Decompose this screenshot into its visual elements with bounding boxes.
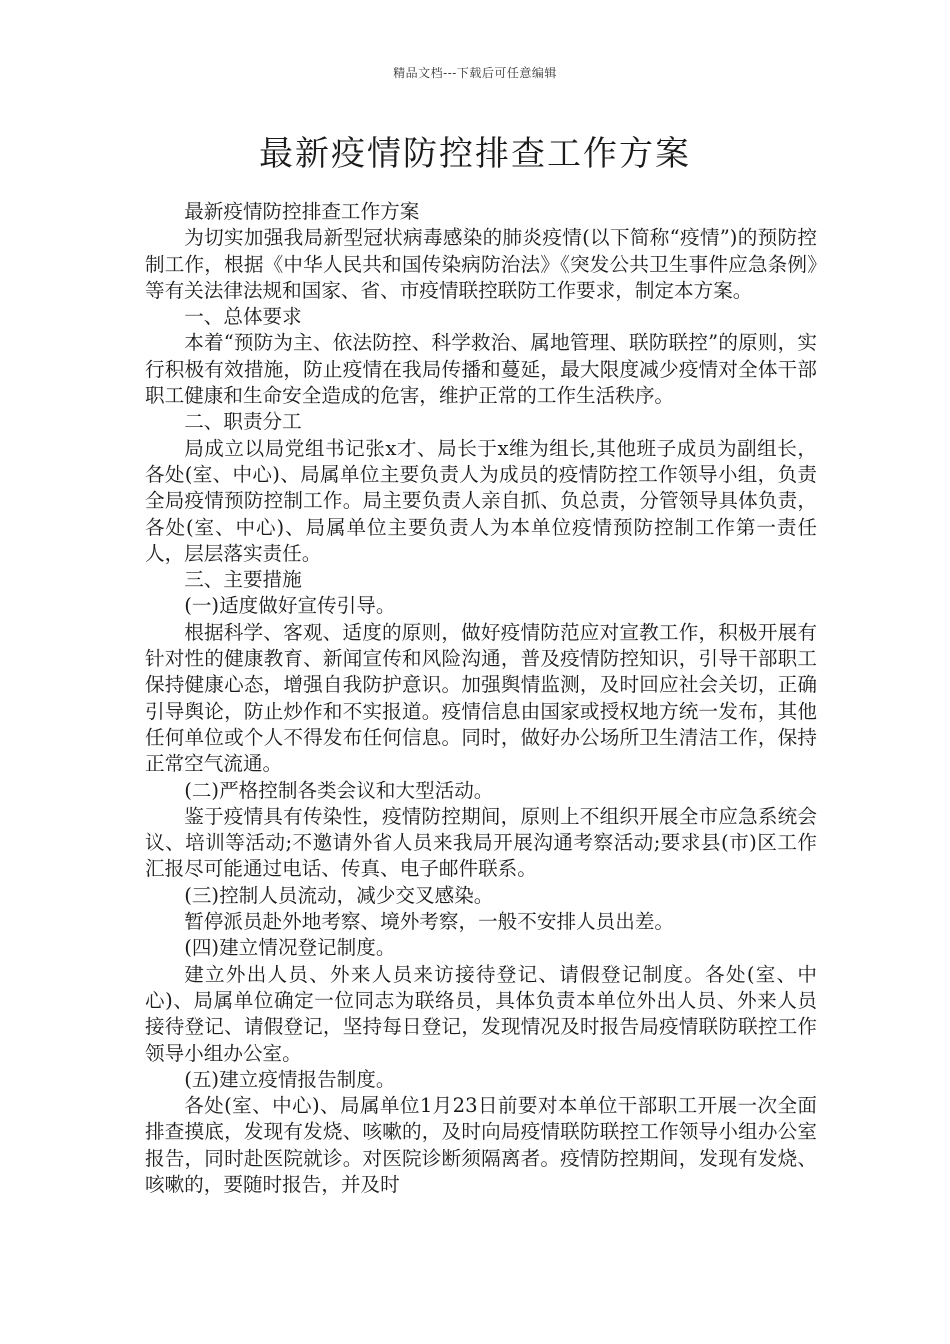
paragraph: 为切实加强我局新型冠状病毒感染的肺炎疫情(以下简称“疫情”)的预防控制工作，根据《中华人民共和国传染病防治法》《突发公共卫生事件应急条例》等有关法律法规和国家、省、市疫情联控联防工作要求，制定本方案。 — [145, 226, 817, 302]
document-body — [145, 199, 817, 1198]
section-heading: 一、总体要求 — [184, 305, 302, 329]
paragraph: 局成立以局党组书记张x才、局长于x维为组长,其他班子成员为副组长，各处(室、中心)、局属单位主要负责人为成员的疫情防控工作领导小组，负责全局疫情预防控制工作。局主要负责人亲自抓、负总责，分管领导具体负责，各处(室、中心)、局属单位主要负责人为本单位疫情预防控制工作第一责任人，层层落实责任。 — [145, 436, 817, 565]
paragraph: 各处(室、中心)、局属单位1月23日前要对本单位干部职工开展一次全面排查摸底，发现有发烧、咳嗽的，及时向局疫情联防联控工作领导小组办公室报告，同时赴医院就诊。对医院诊断须隔离者。疫情防控期间，发现有发烧、咳嗽的，要随时报告，并及时 — [145, 1094, 817, 1196]
paragraph: 建立外出人员、外来人员来访接待登记、请假登记制度。各处(室、中心)、局属单位确定一位同志为联络员，具体负责本单位外出人员、外来人员接待登记、请假登记，坚持每日登记，发现情况及时报告局疫情联防联控工作领导小组办公室。 — [145, 962, 817, 1065]
subsection-heading: (五)建立疫情报告制度。 — [184, 1067, 396, 1091]
section-heading: 二、职责分工 — [184, 410, 302, 434]
subsection-heading: (一)适度做好宣传引导。 — [184, 594, 396, 618]
paragraph: 暂停派员赴外地考察、境外考察，一般不安排人员出差。 — [184, 910, 675, 934]
paragraph: 最新疫情防控排查工作方案 — [184, 200, 420, 223]
header-note: 精品文档---下载后可任意编辑 — [393, 66, 557, 80]
subsection-heading: (三)控制人员流动，减少交叉感染。 — [184, 883, 494, 907]
subsection-heading: (二)严格控制各类会议和大型活动。 — [184, 778, 494, 802]
paragraph: 根据科学、客观、适度的原则，做好疫情防范应对宣教工作，积极开展有针对性的健康教育、新闻宣传和风险沟通，普及疫情防控知识，引导干部职工保持健康心态，增强自我防护意识。加强舆情监测，及时回应社会关切，正确引导舆论，防止炒作和不实报道。疫情信息由国家或授权地方统一发布，其他任何单位或个人不得发布任何信息。同时，做好办公场所卫生清洁工作，保持正常空气流通。 — [145, 620, 817, 776]
paragraph: 本着“预防为主、依法防控、科学救治、属地管理、联防联控”的原则，实行积极有效措施，防止疫情在我局传播和蔓延，最大限度减少疫情对全体干部职工健康和生命安全造成的危害，维护正常的工作生活秩序。 — [145, 331, 817, 408]
document-title: 最新疫情防控排查工作方案 — [259, 134, 691, 174]
subsection-heading: (四)建立情况登记制度。 — [184, 936, 396, 960]
paragraph: 鉴于疫情具有传染性，疫情防控期间，原则上不组织开展全市应急系统会议、培训等活动;不邀请外省人员来我局开展沟通考察活动;要求县(市)区工作汇报尽可能通过电话、传真、电子邮件联系。 — [145, 804, 817, 881]
section-heading: 三、主要措施 — [184, 568, 302, 592]
